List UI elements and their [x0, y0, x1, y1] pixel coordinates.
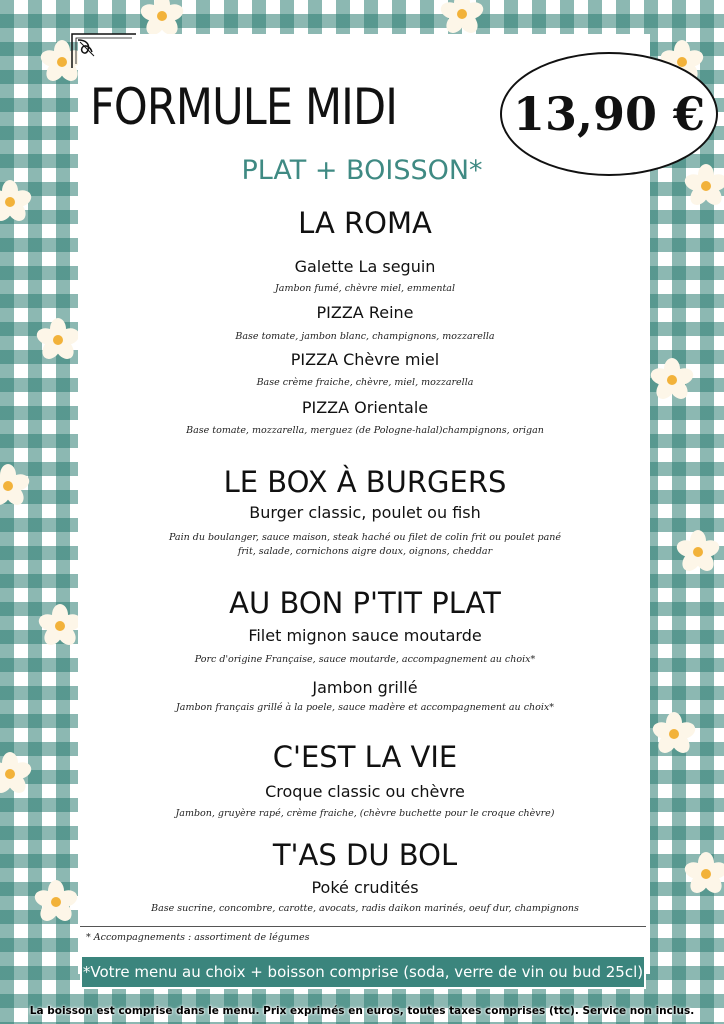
- section-title: T'AS DU BOL: [272, 838, 458, 872]
- daisy-decoration-icon: [38, 604, 82, 648]
- footnote: * Accompagnements : assortiment de légumes: [86, 932, 310, 943]
- menu-item-desc: Base tomate, mozzarella, merguez (de Pologne-halal)champignons, origan: [186, 425, 544, 436]
- section-title: C'EST LA VIE: [272, 740, 458, 774]
- divider: [80, 926, 646, 927]
- menu-item-name: Filet mignon sauce moutarde: [248, 626, 482, 645]
- menu-item-desc: Jambon fumé, chèvre miel, emmental: [275, 283, 455, 294]
- menu-item-name: Jambon grillé: [312, 678, 418, 697]
- daisy-decoration-icon: [684, 852, 724, 896]
- menu-item-desc: Porc d'origine Française, sauce moutarde, accompagnement au choix*: [194, 654, 536, 665]
- corner-ornament-icon: [70, 30, 140, 70]
- menu-item-name: Galette La seguin: [294, 257, 436, 276]
- section-title: LE BOX À BURGERS: [223, 465, 507, 499]
- daisy-decoration-icon: [652, 712, 696, 756]
- menu-item-desc: Base tomate, jambon blanc, champignons, mozzarella: [235, 331, 495, 342]
- menu-item-desc: Jambon français grillé à la poele, sauce madère et accompagnement au choix*: [175, 702, 554, 713]
- daisy-decoration-icon: [34, 880, 78, 924]
- daisy-decoration-icon: [36, 318, 80, 362]
- menu-item-desc: Jambon, gruyère rapé, crème fraiche, (chèvre buchette pour le croque chèvre): [175, 808, 555, 819]
- section-title: AU BON P'TIT PLAT: [229, 586, 501, 620]
- subtitle: PLAT + BOISSON*: [241, 155, 483, 186]
- menu-item-desc: Base crème fraiche, chèvre, miel, mozzarella: [256, 377, 474, 388]
- daisy-decoration-icon: [676, 530, 720, 574]
- section-title: LA ROMA: [298, 206, 432, 240]
- menu-item-name: Croque classic ou chèvre: [265, 782, 465, 801]
- price: 13,90 €: [512, 87, 706, 141]
- menu-item-name: PIZZA Orientale: [301, 398, 429, 417]
- menu-item-name: Burger classic, poulet ou fish: [249, 503, 481, 522]
- menu-item-desc: Pain du boulanger, sauce maison, steak haché ou filet de colin frit ou poulet pané: [168, 532, 562, 543]
- daisy-decoration-icon: [440, 0, 484, 36]
- menu-item-name: PIZZA Chèvre miel: [290, 350, 440, 369]
- menu-item-desc: frit, salade, cornichons aigre doux, oignons, cheddar: [237, 546, 493, 557]
- menu-item-name: PIZZA Reine: [316, 303, 414, 322]
- bottom-note: La boisson est comprise dans le menu. Prix exprimés en euros, toutes taxes comprises (ttc). Service non inclus.: [29, 1005, 695, 1017]
- menu-banner: *Votre menu au choix + boisson comprise (soda, verre de vin ou bud 25cl): [80, 955, 646, 989]
- daisy-decoration-icon: [0, 752, 32, 796]
- daisy-decoration-icon: [0, 180, 32, 224]
- page-title: FORMULE MIDI: [90, 78, 398, 136]
- daisy-decoration-icon: [140, 0, 184, 38]
- daisy-decoration-icon: [650, 358, 694, 402]
- daisy-decoration-icon: [0, 464, 30, 508]
- menu-item-desc: Base sucrine, concombre, carotte, avocats, radis daikon marinés, oeuf dur, champignons: [151, 903, 579, 914]
- menu-item-name: Poké crudités: [311, 878, 419, 897]
